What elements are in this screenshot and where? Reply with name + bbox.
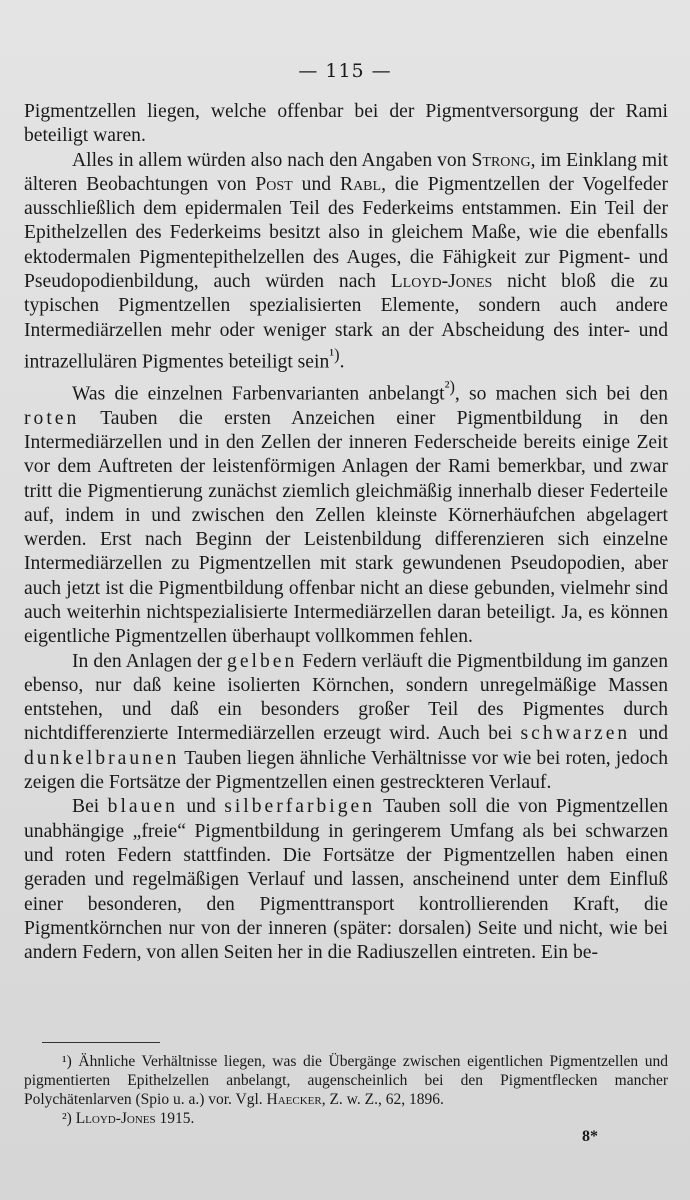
- paragraph-yellow-feathers: In den Anlagen der gelben Federn verläuft die Pigmentbildung im ganzen ebenso, nur daß keine isolierten Körnchen, sondern unregelmäßige Massen entstehen, und daß ein besonders großer Teil des Pigmentes durch nichtdifferenzierte Intermediärzellen erzeugt wird. Auch bei schwarzen und dunkelbraunen Tauben liegen ähnliche Verhältnisse vor wie bei roten, jedoch zeigen die Fortsätze der Pigmentzellen einen gestreckteren Verlauf.: [24, 650, 668, 794]
- paragraph-summary: Alles in allem würden also nach den Angaben von Strong, im Einklang mit älteren Beobachtungen von Post und Rabl, die Pigmentzellen der Vogelfeder ausschließlich dem epidermalen Teil des Federkeims entstammen. Ein Teil der Epithelzellen des Federkeims besitzt also in gleichem Maße, wie die ebenfalls ektodermalen Pigmentepithelzellen des Auges, die Fähigkeit zur Pigment- und Pseudopodienbildung, auch würden nach Lloyd-Jones nicht bloß die zu typischen Pigmentzellen spezialisierten Elemente, sondern auch andere Intermediärzellen mehr oder weniger stark an der Abscheidung des inter- und intrazellulären Pigmentes beteiligt sein$^{^1)}$.: [24, 149, 669, 373]
- footnotes: [24, 1052, 668, 1128]
- footnote-2: ²) Lloyd-Jones 1915.: [62, 1110, 195, 1127]
- footnote-1: ¹) Ähnliche Verhältnisse liegen, was die Übergänge zwischen eigentlichen Pigmentzellen und pigmentierten Epithelzellen anbelangt, augenscheinlich bei den Pigmentflecken mancher Polychätenlarven (Spio u. a.) vor. Vgl. Haecker, Z. w. Z., 62, 1896.: [24, 1053, 668, 1108]
- paragraph-blue-pigeons: Bei blauen und silberfarbigen Tauben soll die von Pigmentzellen unabhängige „freie“ Pigmentbildung in geringerem Umfang als bei schwarzen und roten Federn stattfinden. Die Fortsätze der Pigmentzellen haben einen geraden und regelmäßigen Verlauf und lassen, anscheinend unter dem Einfluß einer besonderen, den Pigmenttransport kontrollierenden Kraft, die Pigmentkörnchen nur von der inneren (später: dorsalen) Seite und nicht, wie bei andern Federn, von allen Seiten her in die Radiuszellen eintreten. Ein be-: [24, 796, 669, 964]
- footnote-divider: [42, 1042, 160, 1043]
- author-lloyd-jones: Lloyd-Jones: [390, 271, 493, 293]
- page-number: — 115 —: [298, 60, 392, 82]
- paragraph-continuation: Pigmentzellen liegen, welche offenbar bei der Pigmentversorgung der Rami beteiligt waren.: [24, 101, 668, 147]
- emphasis-blauen: blauen: [107, 796, 178, 818]
- author-rabl: Rabl: [340, 173, 382, 195]
- emphasis-silberfarbigen: silberfarbigen: [224, 796, 376, 818]
- author-post: Post: [255, 173, 293, 195]
- footnote-ref-1: ¹): [329, 344, 340, 364]
- author-strong: Strong: [471, 149, 531, 171]
- emphasis-dunkelbraunen: dunkelbraunen: [24, 747, 180, 769]
- main-text: [24, 100, 668, 965]
- emphasis-roten: roten: [24, 407, 80, 429]
- emphasis-gelben: gelben: [227, 650, 298, 672]
- footnote-ref-2: ²): [444, 376, 455, 396]
- author-lloyd-jones-fn: Lloyd-Jones: [75, 1110, 156, 1127]
- author-haecker: Haecker: [266, 1091, 322, 1108]
- signature-mark: 8*: [582, 1128, 598, 1145]
- paragraph-red-pigeons: Was die einzelnen Farbenvarianten anbelangt$^{^2)}$, so machen sich bei den roten Tauben die ersten Anzeichen einer Pigmentbildung in den Intermediärzellen und in den Zellen der inneren Federscheide bereits einige Zeit vor dem Auftreten der leistenförmigen Anlagen der Rami bemerkbar, und zwar tritt die Pigmentierung zunächst ziemlich gleichmäßig innerhalb dieser Federteile auf, indem in und zwischen den Zellen kleinste Körnerhäufchen abgelagert werden. Erst nach Beginn der Leistenbildung differenzieren sich einzelne Intermediärzellen zu Pigmentzellen mit stark gewundenen Pseudopodien, aber auch jetzt ist die Pigmentbildung offenbar nicht an diese gebunden, vielmehr sind auch weiterhin nichtspezialisierte Intermediärzellen daran beteiligt. Ja, es können eigentliche Pigmentzellen überhaupt vollkommen fehlen.: [24, 376, 668, 648]
- emphasis-schwarzen: schwarzen: [520, 723, 631, 745]
